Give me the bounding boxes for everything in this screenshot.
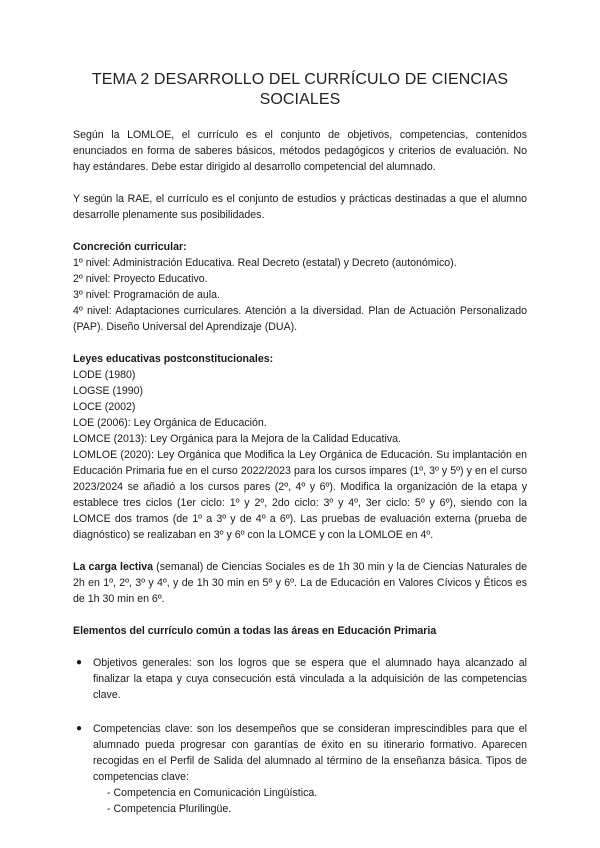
document-body	[73, 127, 527, 817]
concrecion-heading: Concreción curricular:	[73, 241, 187, 253]
elementos-heading: Elementos del currículo común a todas las áreas en Educación Primaria	[73, 625, 437, 637]
competencias-clave-text: Competencias clave: son los desempeños que se consideran imprescindibles para que el alumnado pueda progresar con garantías de éxito en su itinerario formativo. Aparecen recogidas en el Perfil de Salida del alumnado al término de la enseñanza básica. Tipos de competencias clave:	[93, 723, 527, 783]
carga-lectiva-paragraph	[73, 559, 527, 607]
ley-lomce: LOMCE (2013): Ley Orgánica para la Mejora de la Calidad Educativa.	[73, 433, 401, 445]
ley-loce: LOCE (2002)	[73, 401, 136, 413]
concrecion-level-1: 1º nivel: Administración Educativa. Real Decreto (estatal) y Decreto (autonómico).	[73, 257, 457, 269]
competencia-plurilingue: - Competencia Plurilingüe.	[107, 803, 232, 815]
ley-lode: LODE (1980)	[73, 369, 136, 381]
competencia-comunicacion-linguistica: - Competencia en Comunicación Lingüística.	[107, 787, 318, 799]
ley-lomloe: LOMLOE (2020): Ley Orgánica que Modifica la Ley Orgánica de Educación. Su implantación en Educación Primaria fue en el curso 2022/2023 para los cursos impares (1º, 3º y 5º) y en el curso 2023/2024 se añadió a los cursos pares (2º, 4º y 6º). Modifica la organización de la etapa y establece tres ciclos (1er ciclo: 1º y 2º, 2do ciclo: 3º y 4º, 3er ciclo: 5º y 6º), siendo con la LOMCE dos tramos (de 1º a 3º y de 4º a 6º). Las pruebas de evaluación externa (prueba de diagnóstico) se realizaban en 3º y 6º con la LOMCE y con la LOMLOE en 4º.	[73, 449, 527, 541]
list-item	[73, 655, 527, 703]
carga-lectiva-bold: La carga lectiva	[73, 561, 153, 573]
document-title: TEMA 2 DESARROLLO DEL CURRÍCULO DE CIENCIAS SOCIALES	[91, 71, 509, 108]
objetivos-generales-text: Objetivos generales: son los logros que se espera que el alumnado haya alcanzado al finalizar la etapa y cuya consecución está vinculada a la adquisición de las competencias clave.	[93, 657, 527, 701]
ley-logse: LOGSE (1990)	[73, 385, 144, 397]
concrecion-level-3: 3º nivel: Programación de aula.	[73, 289, 220, 301]
bullet-icon: ●	[76, 657, 83, 668]
intro-rae-paragraph: Y según la RAE, el currículo es el conjunto de estudios y prácticas destinadas a que el alumno desarrolle plenamente sus posibilidades.	[73, 193, 527, 221]
concrecion-level-2: 2º nivel: Proyecto Educativo.	[73, 273, 208, 285]
concrecion-level-4: 4º nivel: Adaptaciones curriculares. Atención a la diversidad. Plan de Actuación Personalizado (PAP). Diseño Universal del Aprendizaje (DUA).	[73, 305, 527, 333]
leyes-heading: Leyes educativas postconstitucionales:	[73, 353, 274, 365]
bullet-icon: ●	[76, 723, 83, 734]
ley-loe: LOE (2006): Ley Orgánica de Educación.	[73, 417, 267, 429]
carga-lectiva-text: (semanal) de Ciencias Sociales es de 1h 30 min y la de Ciencias Naturales de 2h en 1º, 2º, 3º y 4º, y de 1h 30 min en 5º y 6º. La de Educación en Valores Cívicos y Éticos es de 1h 30 min en 6º.	[73, 561, 527, 605]
list-item	[73, 721, 527, 817]
elementos-list	[73, 655, 527, 817]
intro-lomloe-paragraph: Según la LOMLOE, el currículo es el conjunto de objetivos, competencias, contenidos enunciados en forma de saberes básicos, métodos pedagógicos y criterios de evaluación. No hay estándares. Debe estar dirigido al desarrollo competencial del alumnado.	[73, 129, 527, 173]
